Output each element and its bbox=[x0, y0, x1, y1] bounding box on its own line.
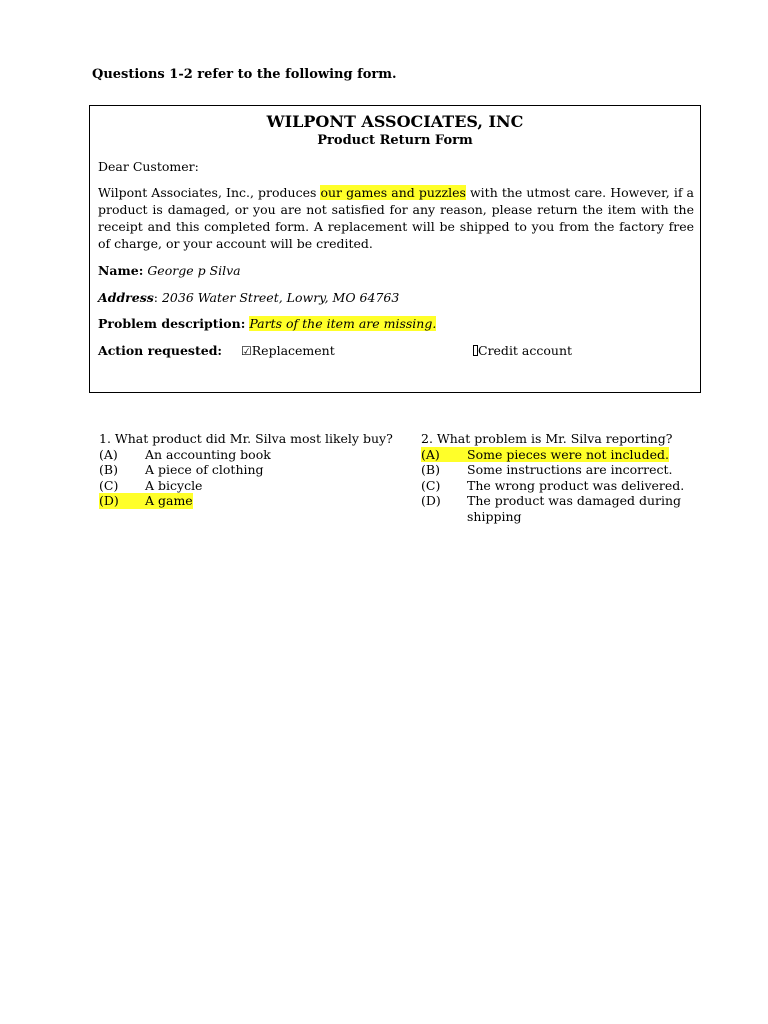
option-letter: (C) bbox=[99, 477, 119, 493]
action-label: Action requested: bbox=[98, 343, 223, 358]
option-text: The wrong product was delivered. bbox=[467, 477, 685, 493]
option-letter: (A) bbox=[421, 446, 440, 462]
intro-text: Questions 1-2 refer to the following form. bbox=[92, 67, 397, 82]
greeting: Dear Customer: bbox=[98, 159, 199, 174]
address-label: Address bbox=[98, 290, 154, 305]
option-text: A piece of clothing bbox=[145, 462, 264, 478]
replacement-label: Replacement bbox=[251, 343, 335, 358]
body-text-end: with the utmost care. However, if a product is damaged, or you are not satisfied for any reason, please return the item with the receipt and this completed form. A replacement will be shipped to you from the factory free of charge, or your account will be credited. bbox=[98, 185, 694, 251]
q1-option-d-answer bbox=[99, 493, 193, 509]
name-field bbox=[98, 263, 241, 278]
problem-value: Parts of the item are missing. bbox=[249, 316, 437, 331]
option-text: A bicycle bbox=[145, 477, 203, 493]
question-2 bbox=[421, 431, 711, 525]
option-letter: (C) bbox=[421, 477, 441, 493]
credit-label: Credit account bbox=[478, 343, 573, 358]
address-value: 2036 Water Street, Lowry, MO 64763 bbox=[161, 290, 400, 305]
q2-option-d bbox=[421, 493, 711, 524]
option-text: Some instructions are incorrect. bbox=[467, 462, 673, 478]
q1-option-a bbox=[99, 447, 399, 463]
q1-option-c bbox=[99, 478, 399, 494]
option-text: Some pieces were not included. bbox=[467, 446, 669, 462]
return-form bbox=[89, 105, 701, 393]
option-text: A game bbox=[145, 493, 193, 509]
checked-box-icon: ☑ bbox=[241, 344, 252, 358]
problem-label: Problem description: bbox=[98, 316, 246, 331]
q1-option-b bbox=[99, 462, 399, 478]
name-value: George p Silva bbox=[147, 263, 241, 278]
address-field: Address: 2036 Water Street, Lowry, MO 64763 bbox=[98, 290, 400, 305]
name-label: Name: bbox=[98, 263, 144, 278]
q2-option-c bbox=[421, 478, 711, 494]
option-letter: (B) bbox=[99, 462, 118, 478]
form-body bbox=[98, 184, 694, 252]
company-name: WILPONT ASSOCIATES, INC bbox=[266, 112, 524, 131]
option-text: An accounting book bbox=[145, 446, 271, 462]
question-2-text: 2. What problem is Mr. Silva reporting? bbox=[421, 431, 673, 446]
form-title: Product Return Form bbox=[317, 133, 473, 148]
option-letter: (D) bbox=[421, 493, 441, 509]
q2-option-b bbox=[421, 462, 711, 478]
question-1-text: 1. What product did Mr. Silva most likely buy? bbox=[99, 431, 393, 446]
problem-field bbox=[98, 316, 436, 331]
replacement-option bbox=[241, 343, 335, 358]
question-1 bbox=[99, 431, 399, 509]
option-letter: (B) bbox=[421, 462, 440, 478]
option-letter: (A) bbox=[99, 446, 118, 462]
highlighted-phrase: our games and puzzles bbox=[320, 185, 466, 200]
option-text: The product was damaged during shipping bbox=[467, 493, 682, 524]
credit-option bbox=[473, 343, 572, 358]
option-letter: (D) bbox=[99, 493, 119, 509]
action-requested-row bbox=[98, 343, 694, 361]
q2-option-a-answer bbox=[421, 447, 669, 463]
body-text-start: Wilpont Associates, Inc., produces bbox=[98, 185, 321, 200]
